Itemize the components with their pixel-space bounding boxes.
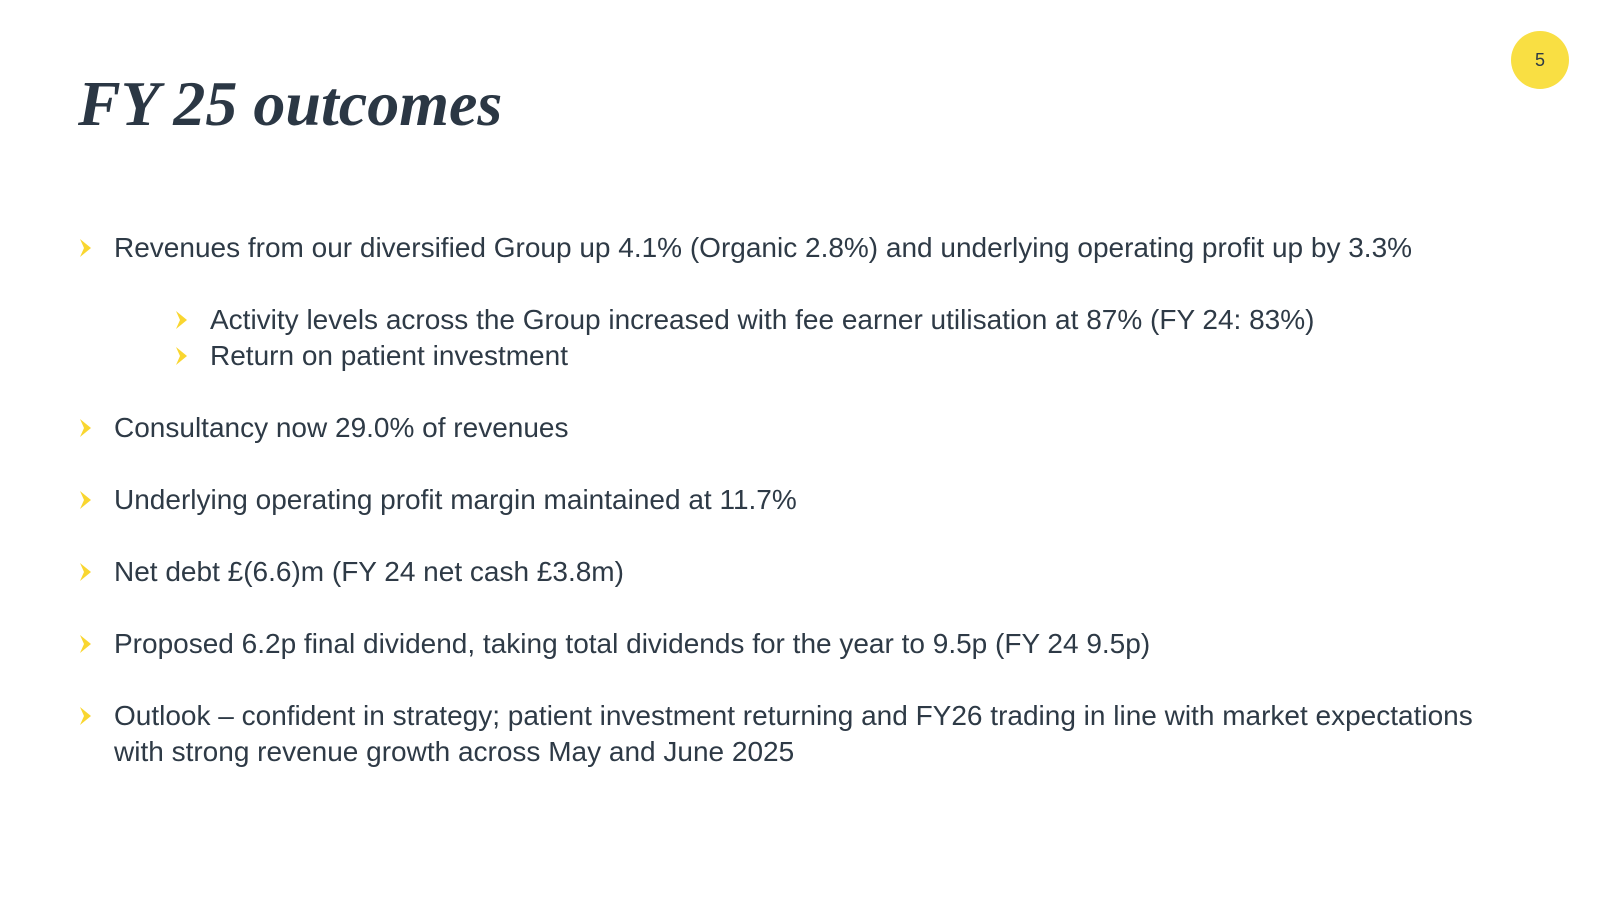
chevron-right-icon — [174, 302, 196, 338]
bullet-item — [78, 554, 1478, 590]
chevron-right-icon — [78, 698, 100, 734]
sub-bullet-item — [174, 302, 1478, 338]
chevron-right-icon — [174, 338, 196, 374]
bullet-item — [78, 410, 1478, 446]
bullet-text: Consultancy now 29.0% of revenues — [114, 412, 569, 443]
sub-bullet-text: Return on patient investment — [210, 340, 568, 371]
sub-bullet-text: Activity levels across the Group increased with fee earner utilisation at 87% (FY 24: 83%) — [210, 304, 1315, 335]
sub-bullet-list — [114, 302, 1478, 374]
bullet-text: Proposed 6.2p final dividend, taking total dividends for the year to 9.5p (FY 24 9.5p) — [114, 628, 1151, 659]
chevron-right-icon — [78, 230, 100, 266]
sub-bullet-item — [174, 338, 1478, 374]
bullet-text: Underlying operating profit margin maintained at 11.7% — [114, 484, 797, 515]
bullet-item — [78, 626, 1478, 662]
bullet-list — [78, 230, 1478, 806]
chevron-right-icon — [78, 626, 100, 662]
bullet-item — [78, 698, 1478, 770]
page-number-badge — [1511, 31, 1569, 89]
bullet-text: Outlook – confident in strategy; patient investment returning and FY26 trading in line with market expectations with strong revenue growth across May and June 2025 — [114, 700, 1473, 767]
page-number: 5 — [1534, 49, 1545, 70]
bullet-item — [78, 482, 1478, 518]
bullet-text: Revenues from our diversified Group up 4.1% (Organic 2.8%) and underlying operating profit up by 3.3% — [114, 232, 1413, 263]
bullet-text: Net debt £(6.6)m (FY 24 net cash £3.8m) — [114, 556, 624, 587]
bullet-item — [78, 230, 1478, 374]
page-title: FY 25 outcomes — [78, 68, 503, 139]
chevron-right-icon — [78, 482, 100, 518]
chevron-right-icon — [78, 410, 100, 446]
chevron-right-icon — [78, 554, 100, 590]
